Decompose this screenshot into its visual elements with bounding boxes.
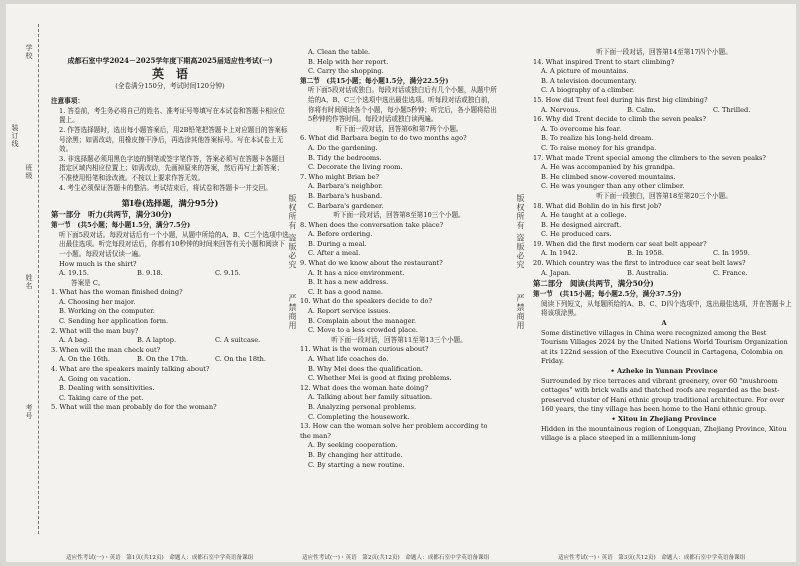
binding-line-label: 装订线	[11, 124, 19, 148]
option: B. To realize his long-held dream.	[541, 134, 654, 143]
option: A. He taught at a college.	[541, 211, 627, 220]
option: B. A television documentary.	[541, 76, 637, 85]
question-8: 8. When does the conversation take place?	[300, 220, 444, 229]
option: B. Calm.	[627, 105, 656, 114]
passage-subheading: • Azheke in Yunnan Province	[610, 367, 718, 375]
option: A. Choosing her major.	[59, 297, 136, 306]
option: C. After a meal.	[308, 249, 361, 258]
option: A. A picture of mountains.	[541, 67, 629, 76]
part-i-heading: 第Ⅰ卷(选择题，满分95分)	[121, 198, 219, 209]
question-5: 5. What will the man probably do for the woman?	[51, 403, 217, 412]
passage-paragraph: Hidden in the mountainous region of Longquan, Zhejiang Province, Xitou village is a place steeped in a millennium-long	[541, 424, 787, 443]
option: C. Completing the housework.	[308, 412, 410, 421]
exam-number-label: 考号	[25, 404, 33, 420]
option: C. He produced cars.	[541, 230, 612, 239]
option: C. It has a good name.	[308, 287, 383, 296]
option: C. Carry the shopping.	[308, 67, 384, 76]
option: C. Barbara's gardener.	[308, 201, 384, 210]
dialogue-intro: 听下面一段对话，回答第14至第17四个小题。	[596, 48, 732, 56]
question-19-options	[533, 249, 795, 259]
question-4: 4. What are the speakers mainly talking about?	[51, 365, 210, 374]
option: C. On the 18th.	[215, 355, 267, 364]
question-16: 16. Why did Trent decide to climb the seven peaks?	[533, 115, 706, 124]
subject-title: 英 语	[151, 66, 188, 81]
option: C. France.	[713, 268, 748, 277]
option: C. Thrilled.	[713, 105, 751, 114]
monologue-intro: 听下面一段独白，回答第18至第20三个小题。	[596, 191, 732, 200]
question-10: 10. What do the speakers decide to do?	[300, 297, 433, 306]
option: A. He was accompanied by his grandpa.	[541, 163, 675, 172]
question-18: 18. What did Bohlin do in his first job?	[533, 201, 662, 210]
passage-paragraph: Surrounded by rice terraces and vibrant greenery, over 60 "mushroom cottages" with brick walls and thatched roofs are regarded as the best-preserved cluster of Hani ethnic group traditional architecture. For over 160 years, the tiny village has been home to the Hani ethnic group.	[541, 376, 785, 414]
example-options	[51, 269, 289, 279]
option: C. Move to a less crowded place.	[308, 326, 418, 335]
option: A. In 1942.	[541, 249, 578, 258]
question-2-options	[51, 336, 289, 346]
option: A. Report service issues.	[308, 307, 391, 316]
option: B. It has a new address.	[308, 278, 389, 287]
option: A. By seeking cooperation.	[308, 441, 398, 450]
reading-section1-instructions: 阅读下列短文，从每题所给的A、B、C、D四个选项中，选出最佳选项，并在答题卡上将该项涂黑。	[541, 299, 792, 318]
option: C. By starting a new routine.	[308, 460, 405, 469]
option: B. By changing her attitude.	[308, 450, 403, 459]
option: C. Decorate the living room.	[308, 163, 403, 172]
listening-section2-instructions: 听下面5段对话或独白。每段对话或独白后有几个小题，从题中所给的A、B、C三个选项中选出最佳选项。听每段对话或独白前，你将有时间阅读各个小题，每小题5秒钟；听完后，各小题将给出5秒钟的作答时间。每段对话或独白读两遍。	[308, 86, 497, 124]
option: A. 19.15.	[59, 269, 89, 278]
question-6: 6. What did Barbara begin to do two months ago?	[300, 134, 467, 143]
option: A. Japan.	[541, 268, 572, 277]
dialogue-intro: 听下面一段对话，回答第6和第7两个小题。	[335, 124, 463, 133]
option: B. 9.18.	[137, 269, 163, 278]
note-item: 2. 作答选择题时，选出每小题答案后，用2B铅笔把答题卡上对应题目的答案标号涂黑；如需改动，用橡皮擦干净后，再选涂其他答案标号。写在本试卷上无效。	[59, 125, 288, 154]
option: A. Clean the table.	[308, 48, 371, 56]
option: C. A suitcase.	[215, 336, 261, 345]
question-1: 1. What has the woman finished doing?	[51, 288, 183, 297]
option: C. He was younger than any other climber.	[541, 182, 685, 191]
copyright-stamp-1: 版权所有 盗版必究	[288, 194, 297, 270]
question-14: 14. What inspired Trent to start climbing?	[533, 57, 675, 66]
option: B. Complain about the manager.	[308, 316, 417, 325]
listening-heading: 第一部分 听力(共两节，满分30分)	[51, 210, 172, 220]
option: B. Barbara's husband.	[308, 191, 383, 200]
listening-section1-heading: 第一节 (共5小题；每小题1.5分，满分7.5分)	[51, 221, 191, 230]
exam-title: 成都石室中学2024－2025学年度下期高2025届适应性考试(一)	[67, 56, 273, 65]
question-15: 15. How did Trent feel during his first big climbing?	[533, 95, 708, 104]
question-2: 2. What will the man buy?	[51, 326, 139, 335]
option: B. Australia.	[627, 268, 669, 277]
page-1-column	[51, 4, 289, 552]
reading-heading: 第二部分 阅读(共两节，满分50分)	[533, 279, 654, 289]
dialogue-intro: 听下面一段对话，回答第11至第13三个小题。	[331, 335, 467, 344]
passage-subheading: • Xitou in Zhejiang Province	[611, 414, 717, 423]
option: A. Before ordering.	[308, 230, 373, 239]
question-13: 13. How can the woman solve her problem according to the man?	[300, 422, 488, 440]
listening-section1-instructions: 听下面5段对话。每段对话后有一个小题，从题中所给的A、B、C三个选项中选出最佳选项。听完每段对话后，你都有10秒钟的时间来回答有关小题和阅读下一小题。每段对话仅读一遍。	[59, 230, 289, 258]
question-17: 17. What made Trent special among the climbers to the seven peaks?	[533, 153, 766, 162]
option: B. Why Mei does the qualification.	[308, 364, 423, 373]
page-2-footer: 适应性考试(一)・英语 第2页(共12页) 命题人：成都石室中学英语备课组	[302, 555, 490, 561]
option: A. It has a nice environment.	[308, 268, 405, 277]
option: C. Taking care of the pet.	[59, 393, 144, 402]
note-item: 4. 考生必须保证答题卡的整洁。考试结束后，将试卷和答题卡一并交回。	[59, 183, 272, 192]
option: A. Barbara's neighbor.	[308, 182, 383, 191]
reading-section1-heading: 第一节 (共15小题；每小题2.5分，满分37.5分)	[533, 290, 682, 299]
option: A. On the 16th.	[59, 355, 110, 364]
example-question: How much is the shirt?	[59, 259, 137, 268]
question-15-options	[533, 106, 795, 116]
option: B. Analyzing personal problems.	[308, 402, 417, 411]
option: A. Nervous.	[541, 105, 581, 114]
question-19: 19. When did the first modern car seat belt appear?	[533, 239, 707, 248]
option: A. Talking about her family situation.	[308, 393, 433, 402]
question-11: 11. What is the woman curious about?	[300, 345, 429, 354]
passage-paragraph: Some distinctive villages in China were recognized among the Best Tourism Villages 2024 by the United Nations World Tourism Organization at its 122nd session of the Executive Council in Cartagena, Colombia on Friday.	[541, 328, 788, 366]
option: B. He climbed snow-covered mountains.	[541, 172, 676, 181]
option: B. He designed aircraft.	[541, 220, 622, 229]
exam-meta: (全卷满分150分，考试时间120分钟)	[115, 81, 225, 90]
option: A. Do the gardening.	[308, 143, 378, 152]
question-3-options	[51, 355, 289, 365]
passage-letter: A	[661, 319, 667, 328]
option: C. 9.15.	[215, 269, 241, 278]
listening-section2-heading: 第二节 (共15小题；每小题1.5分，满分22.5分)	[300, 76, 449, 85]
question-9: 9. What do we know about the restaurant?	[300, 259, 443, 268]
school-label: 学校	[25, 44, 33, 60]
page-3-column	[533, 4, 795, 552]
exam-sheet	[6, 4, 796, 562]
class-label: 班级	[25, 164, 33, 180]
option: B. Tidy the bedrooms.	[308, 153, 382, 162]
copyright-stamp-1b: 严禁商用	[288, 294, 297, 330]
notes-heading: 注意事项：	[51, 97, 84, 106]
option: C. To raise money for his grandpa.	[541, 143, 657, 152]
option: A. Going on vacation.	[59, 374, 131, 383]
page-3-footer: 适应性考试(一)・英语 第3页(共12页) 命题人：成都石室中学英语备课组	[558, 555, 746, 561]
name-label: 姓名	[25, 274, 33, 290]
copyright-stamp-2: 版权所有 盗版必究	[516, 194, 525, 270]
copyright-stamp-2b: 严禁商用	[516, 294, 525, 330]
option: B. Dealing with sensitivities.	[59, 384, 155, 393]
option: B. Working on the computer.	[59, 307, 155, 316]
dialogue-intro: 听下面一段对话，回答第8至第10三个小题。	[333, 211, 465, 220]
option: C. Whether Mei is good at fixing problems.	[308, 374, 452, 383]
page-2-column	[300, 4, 498, 552]
option: C. A biography of a climber.	[541, 86, 635, 95]
question-7: 7. Who might Brian be?	[300, 172, 380, 181]
question-12: 12. What does the woman hate doing?	[300, 383, 429, 392]
note-item: 1. 答卷前，考生务必将自己的姓名、准考证号等填写在本试卷和答题卡相应位置上。	[59, 106, 285, 125]
option: A. To overcome his fear.	[541, 124, 622, 133]
option: A. What life coaches do.	[308, 355, 389, 363]
option: B. During a meal.	[308, 239, 367, 248]
question-20-options	[533, 269, 795, 279]
question-20: 20. Which country was the first to introduce car seat belt laws?	[533, 259, 746, 268]
cut-line	[38, 24, 39, 534]
example-answer: 答案是 C。	[71, 278, 105, 287]
option: B. Help with her report.	[308, 57, 389, 66]
question-3: 3. When will the man check out?	[51, 345, 161, 354]
option: B. A laptop.	[137, 336, 177, 345]
option: C. Sending her application form.	[59, 317, 169, 326]
note-item: 3. 非选择题必须用黑色字迹的钢笔或签字笔作答，答案必须写在答题卡各题目指定区域内相应位置上；如需改动，先画掉原来的答案，然后再写上新答案；不准使用铅笔和涂改液。不按以上要求作答无效。	[59, 154, 285, 182]
option: C. In 1959.	[713, 249, 750, 258]
option: B. On the 17th.	[137, 355, 189, 364]
binding-strip-left	[6, 4, 46, 552]
option: B. In 1958.	[627, 249, 664, 258]
page-1-footer: 适应性考试(一)・英语 第1页(共12页) 命题人：成都石室中学英语备课组	[66, 555, 254, 561]
option: A. A bag.	[59, 336, 90, 345]
